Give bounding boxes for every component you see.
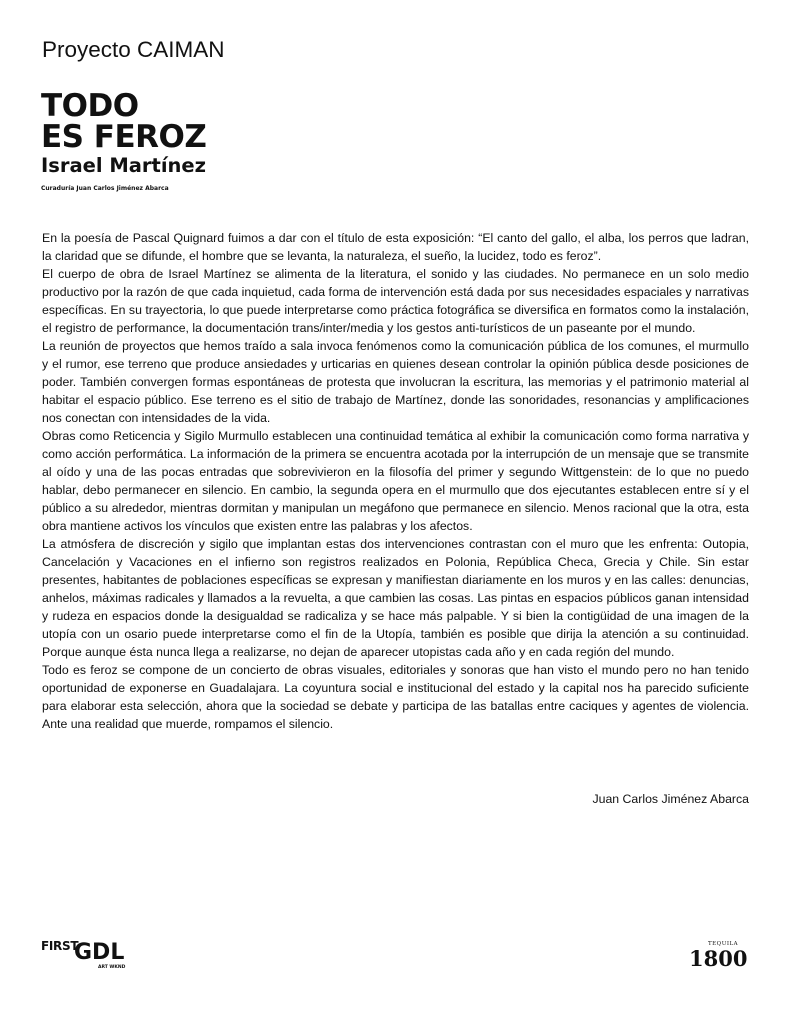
logo-1800-number: 1800 bbox=[689, 946, 748, 971]
curatorial-text bbox=[42, 229, 749, 733]
signature: Juan Carlos Jiménez Abarca bbox=[592, 792, 749, 806]
logo-first-text: FIRST bbox=[41, 939, 79, 953]
logo-tequila-label: TEQUILA bbox=[708, 941, 739, 947]
paragraph: Todo es feroz se compone de un concierto de obras visuales, editoriales y sonoras que han visto el mundo pero no han tenido oportunidad de exponerse en Guadalajara. La coyuntura social e institucional del estado y la capital nos ha parecido suficiente para elaborar esta selección, ahora que la sociedad se debate y participa de las batallas entre caciques y agentes de violencia. Ante una realidad que muerde, rompamos el silencio. bbox=[42, 663, 749, 731]
exhibition-title-line-1: TODO bbox=[41, 88, 139, 124]
paragraph: El cuerpo de obra de Israel Martínez se alimenta de la literatura, el sonido y las ciudades. No permanece en un solo medio productivo por la razón de que cada inquietud, cada forma de intervención está dada por sus necesidades espaciales y narrativas específicas. En su trayectoria, lo que puede interpretarse como práctica fotográfica se diversifica en formatos como la instalación, el registro de performance, la documentación trans/inter/media y los gestos anti-turísticos de un paseante por el mundo. bbox=[42, 267, 749, 335]
logo-tagline: ART WKND bbox=[98, 965, 126, 970]
paragraph: La atmósfera de discreción y sigilo que implantan estas dos intervenciones contrastan con el muro que les enfrenta: Outopia, Cancelación y Vacaciones en el infierno son registros realizados en Polonia, República Checa, Grecia y Chile. Sin estar presentes, habitantes de poblaciones específicas se expresan y manifiestan diariamente en los muros y en las calles: denuncias, anhelos, máximas radicales y llamados a la revuelta, a que cambien las cosas. Las pintas en espacios públicos ganan intensidad y rudeza en espacios donde la desigualdad se radicaliza y se hace más palpable. Y si bien la contigüidad de una imagen de la utopía con un osario puede interpretarse como el fin de la Utopía, también es posible que dirija la atención a su continuidad. Porque aunque ésta nunca llega a realizarse, no dejan de aparecer utopistas cada año y en cada región del mundo. bbox=[42, 537, 749, 659]
exhibition-title-line-2: ES FEROZ bbox=[41, 119, 207, 155]
paragraph: La reunión de proyectos que hemos traído a sala invoca fenómenos como la comunicación pública de los comunes, el murmullo y el rumor, ese terreno que produce ansiedades y urticarias en quienes desean controlar la opinión pública desde posiciones de poder. También convergen formas espontáneas de protesta que involucran la escritura, las memorias y el patrimonio material al habitar el espacio público. Ese terreno es el sitio de trabajo de Martínez, donde las sonoridades, resonancias y amplificaciones nos conectan con intensidades de la vida. bbox=[42, 339, 749, 425]
first-gdl-logo bbox=[41, 938, 141, 974]
artist-name: Israel Martínez bbox=[41, 154, 206, 177]
paragraph: En la poesía de Pascal Quignard fuimos a dar con el título de esta exposición: “El canto del gallo, el alba, los perros que ladran, la claridad que se difunde, el hombre que se levanta, la naturaleza, el sueño, la lucidez, todo es feroz”. bbox=[42, 231, 749, 263]
tequila-1800-logo bbox=[688, 941, 750, 975]
paragraph: Obras como Reticencia y Sigilo Murmullo establecen una continuidad temática al exhibir la comunicación como forma narrativa y como acción performática. La información de la primera se encuentra acotada por la interrupción de un mensaje que se transmite al oído y una de las pocas entradas que sobrevivieron en la filosofía del primer y segundo Wittgenstein: de lo que no puedo hablar, debo permanecer en silencio. En cambio, la segunda opera en el murmullo que dos ejecutantes establecen entre sí y el público a su alrededor, mientras dormitan y manipulan un megáfono que permanece en silencio. Menos racional que la otra, esta obra mantiene activos los vínculos que existen entre las palabras y los afectos. bbox=[42, 429, 749, 533]
curator-credit: Curaduría Juan Carlos Jiménez Abarca bbox=[41, 185, 169, 192]
exhibition-title-block bbox=[41, 88, 207, 193]
project-title: Proyecto CAIMAN bbox=[42, 37, 225, 62]
logo-gdl-text: GDL bbox=[74, 940, 125, 965]
